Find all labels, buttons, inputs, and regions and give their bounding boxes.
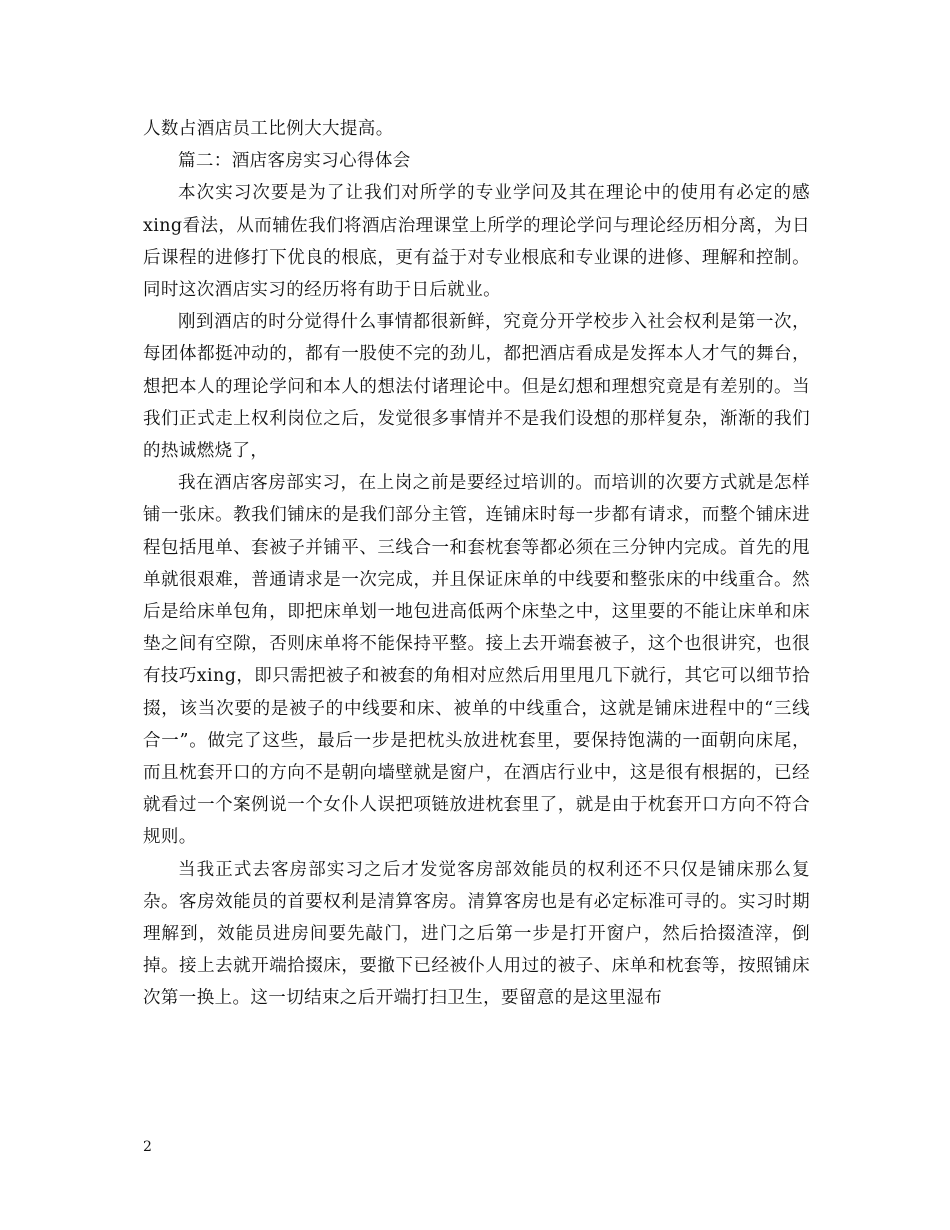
- section-heading: 篇二：酒店客房实习心得体会: [178, 151, 411, 172]
- paragraph-4: 我在酒店客房部实习，在上岗之前是要经过培训的。而培训的次要方式就是怎样铺一张床。教我们铺床的是我们部分主管，连铺床时每一步都有请求，而整个铺床进程包括甩单、套被子并铺平、三线合一和套枕套等都必须在三分钟内完成。首先的甩单就很艰难，普通请求是一次完成，并且保证床单的中线要和整张床的中线重合。然后是给床单包角，即把床单划一地包进高低两个床垫之中，这里要的不能让床单和床垫之间有空隙，否则床单将不能保持平整。接上去开端套被子，这个也很讲究，也很有技巧xing，即只需把被子和被套的角相对应然后用里甩几下就行，其它可以细节拾掇，该当次要的是被子的中线要和床、被单的中线重合，这就是铺床进程中的“三线合一”。做完了这些，最后一步是把枕头放进枕套里，要保持饱满的一面朝向床尾，而且枕套开口的方向不是朝向墙壁就是窗户，在酒店行业中，这是很有根据的，已经就看过一个案例说一个女仆人误把项链放进枕套里了，就是由于枕套开口方向不符合规则。: [143, 473, 810, 848]
- paragraph-5: 当我正式去客房部实习之后才发觉客房部效能员的权利还不只仅是铺床那么复杂。客房效能员的首要权利是清算客房。清算客房也是有必定标准可寻的。实习时期理解到，效能员进房间要先敲门，进门之后第一步是打开窗户，然后拾掇渣滓，倒掉。接上去就开端拾掇床，要撤下已经被仆人用过的被子、床单和枕套等，按照铺床次第一换上。这一切结束之后开端打扫卫生，要留意的是这里湿布: [143, 859, 810, 1009]
- paragraph-1: 人数占酒店员工比例大大提高。: [143, 119, 394, 139]
- page-number: 2: [143, 1139, 152, 1155]
- paragraph-2: 本次实习次要是为了让我们对所学的专业学问及其在理论中的使用有必定的感xing看法，从而辅佐我们将酒店治理课堂上所学的理论学问与理论经历相分离，为日后课程的进修打下优良的根底，更有益于对专业根底和专业课的进修、理解和控制。同时这次酒店实习的经历将有助于日后就业。: [143, 183, 810, 301]
- paragraph-3: 刚到酒店的时分觉得什么事情都很新鲜，究竟分开学校步入社会权利是第一次，每团体都挺冲动的，都有一股使不完的劲儿，都把酒店看成是发挥本人才气的舞台，想把本人的理论学问和本人的想法付诸理论中。但是幻想和理想究竟是有差别的。当我们正式走上权利岗位之后，发觉很多事情并不是我们设想的那样复杂，渐渐的我们的热诚燃烧了，: [143, 312, 810, 462]
- document-body: [143, 113, 810, 1015]
